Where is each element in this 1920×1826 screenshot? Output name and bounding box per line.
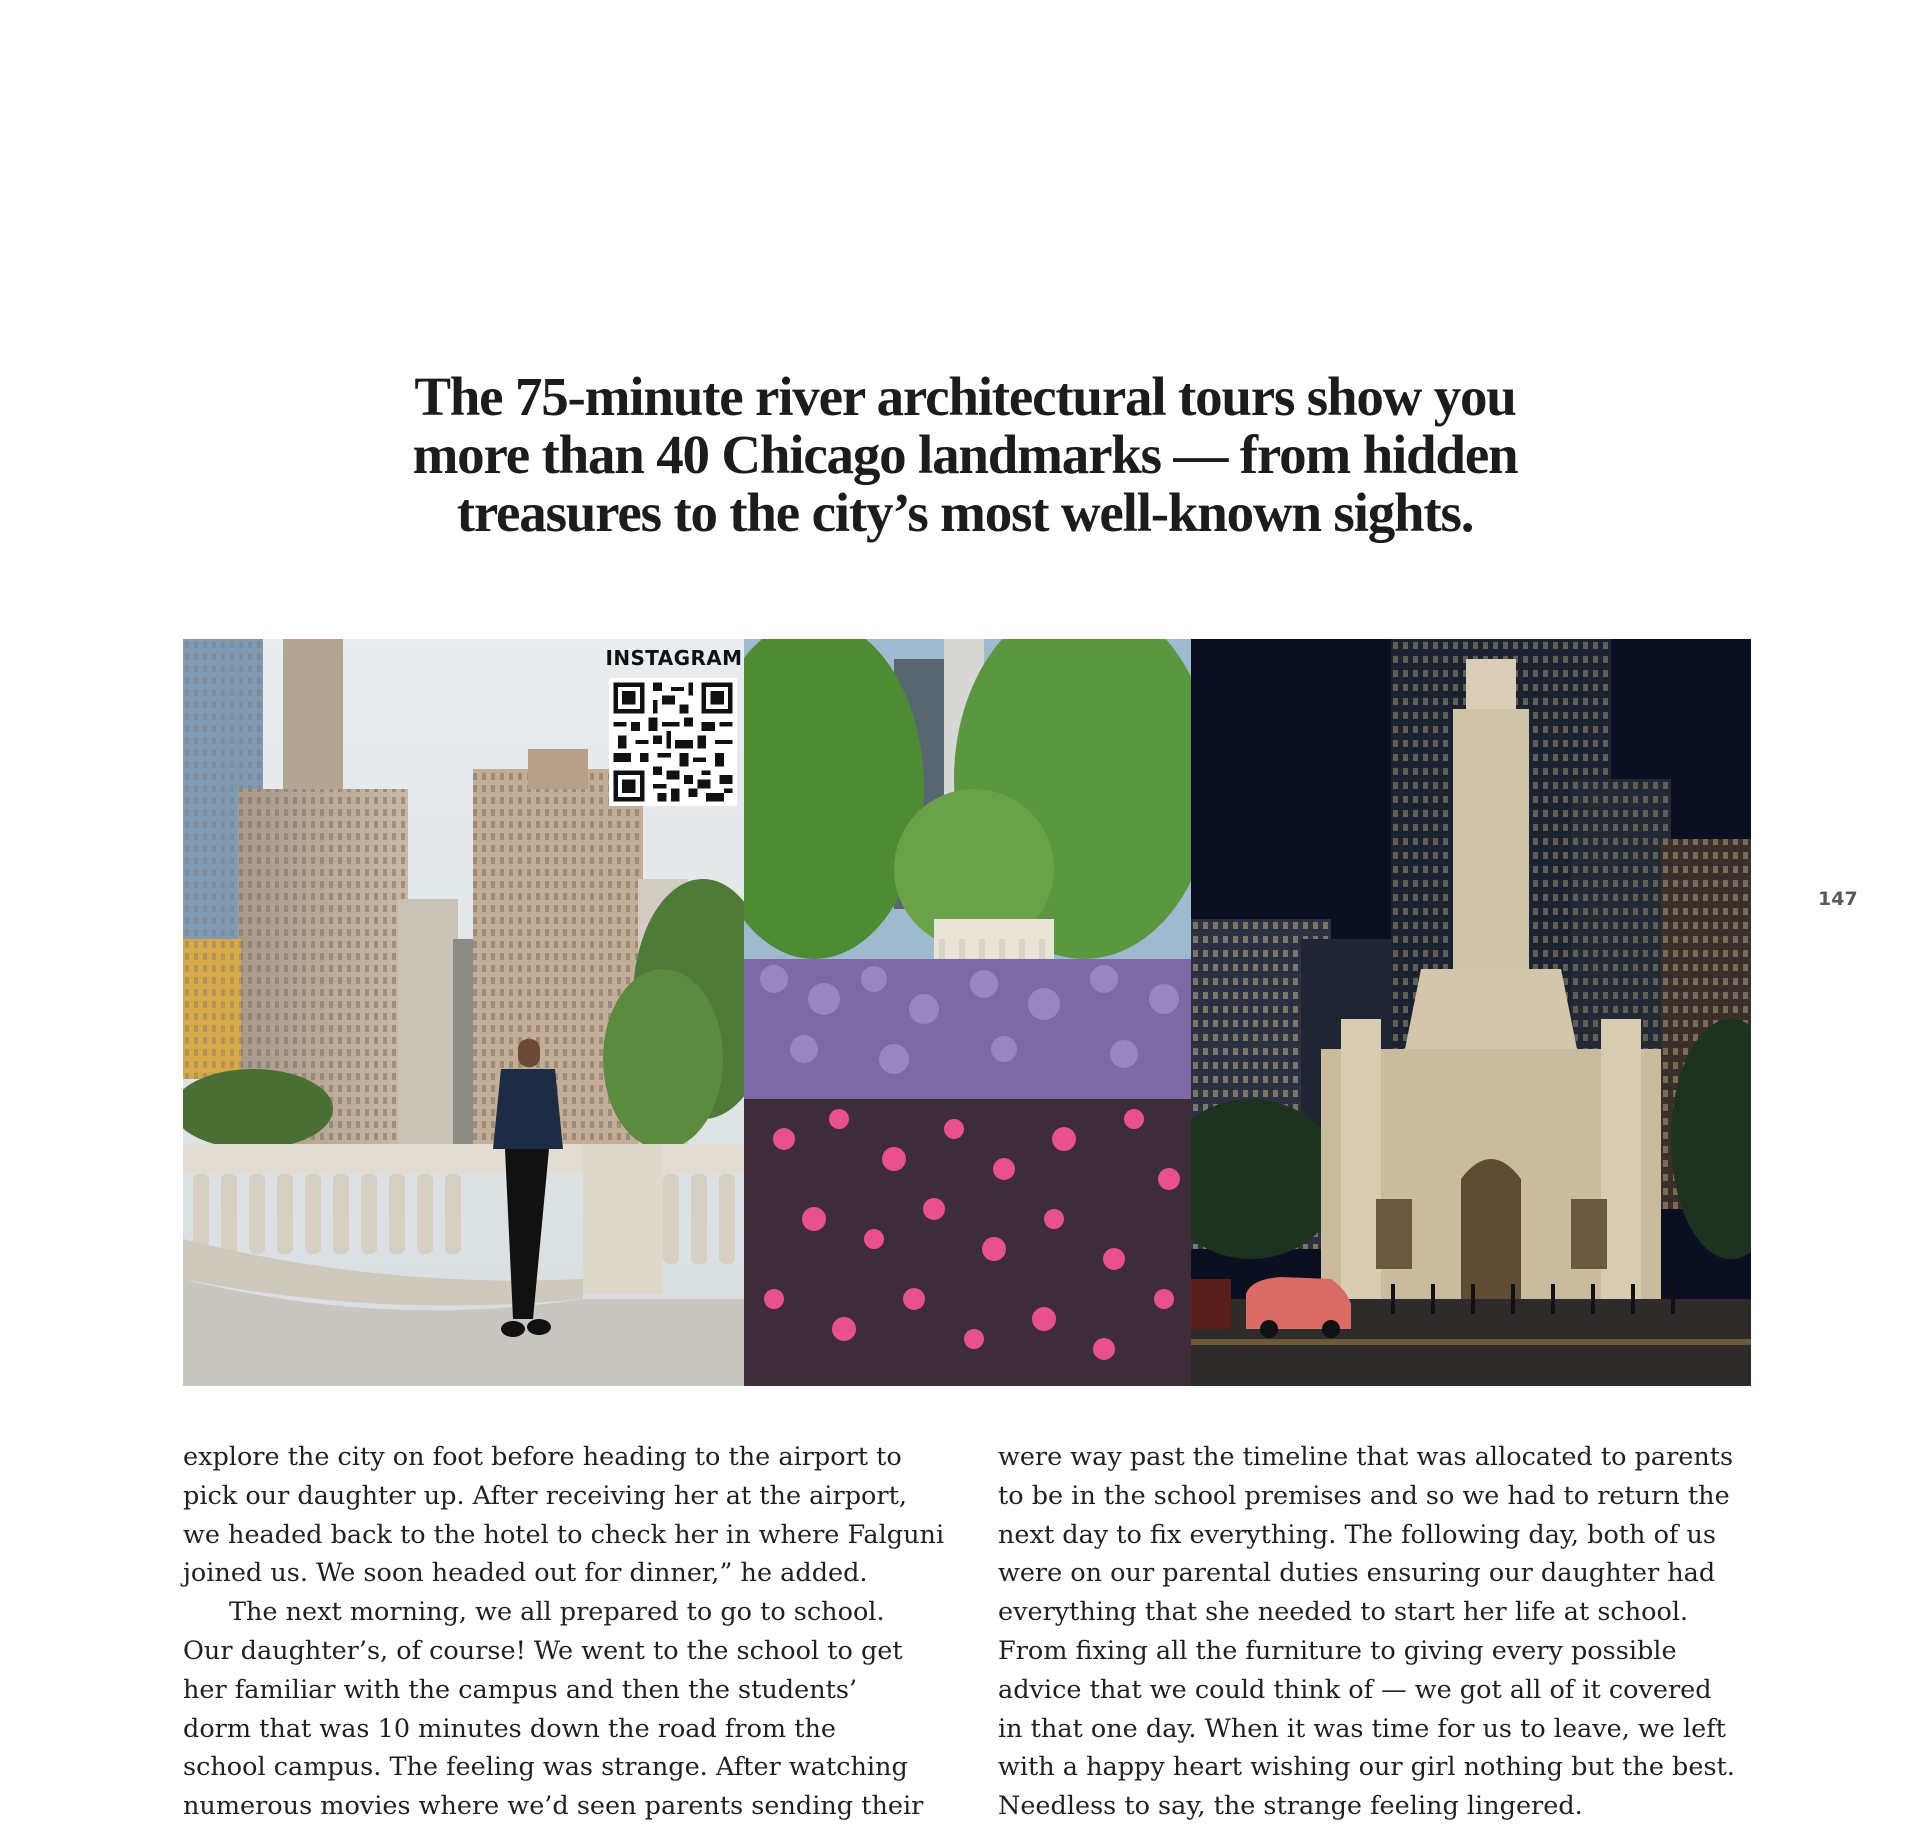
pull-quote xyxy=(300,368,1630,542)
pull-quote-line: The 75-minute river architectural tours show you xyxy=(414,366,1516,427)
text-line: The next morning, we all prepared to go to school. xyxy=(229,1597,885,1628)
text-line: everything that she needed to start her life at school. xyxy=(998,1597,1689,1628)
text-line: advice that we could think of — we got all of it covered xyxy=(998,1674,1712,1705)
text-line: with a happy heart wishing our girl nothing but the best. xyxy=(998,1752,1735,1783)
text-line: to be in the school premises and so we had to return the xyxy=(998,1480,1730,1511)
text-line: next day to fix everything. The following day, both of us xyxy=(998,1519,1716,1550)
text-line: were on our parental duties ensuring our daughter had xyxy=(998,1558,1716,1589)
pull-quote-line: treasures to the city’s most well-known sights. xyxy=(456,482,1474,543)
text-line: school campus. The feeling was strange. After watching xyxy=(183,1752,908,1783)
paragraph xyxy=(183,1438,943,1593)
text-line: in that one day. When it was time for us to leave, we left xyxy=(998,1713,1726,1744)
text-line: numerous movies where we’d seen parents sending their xyxy=(183,1791,924,1822)
photo-strip xyxy=(183,639,1751,1386)
body-column-right xyxy=(998,1438,1758,1826)
photo-flower-garden xyxy=(744,639,1191,1386)
paragraph xyxy=(183,1593,943,1826)
text-line: Needless to say, the strange feeling lingered. xyxy=(998,1791,1583,1822)
photo-water-tower-night xyxy=(1191,639,1751,1386)
photo-water-tower-night-image xyxy=(1191,639,1751,1386)
body-column-left xyxy=(183,1438,943,1826)
page-number: 147 xyxy=(1818,888,1858,910)
qr-code-icon[interactable] xyxy=(609,678,737,806)
pull-quote-line: more than 40 Chicago landmarks — from hidden xyxy=(412,424,1518,485)
instagram-label: INSTAGRAM xyxy=(605,646,743,670)
text-line: explore the city on foot before heading to the airport to xyxy=(183,1442,902,1472)
photo-flower-garden-image xyxy=(744,639,1191,1386)
text-line: From fixing all the furniture to giving every possible xyxy=(998,1635,1677,1666)
text-line: were way past the timeline that was allocated to parents xyxy=(998,1442,1734,1472)
text-line: joined us. We soon headed out for dinner,” he added. xyxy=(183,1558,868,1589)
text-line: Our daughter’s, of course! We went to the school to get xyxy=(183,1635,903,1666)
paragraph xyxy=(998,1438,1758,1826)
photo-man-on-bridge xyxy=(183,639,744,1386)
text-line: her familiar with the campus and then the students’ xyxy=(183,1674,858,1705)
text-line: pick our daughter up. After receiving her at the airport, xyxy=(183,1480,907,1511)
text-line: dorm that was 10 minutes down the road from the xyxy=(183,1713,836,1744)
text-line: we headed back to the hotel to check her in where Falguni xyxy=(183,1519,945,1550)
